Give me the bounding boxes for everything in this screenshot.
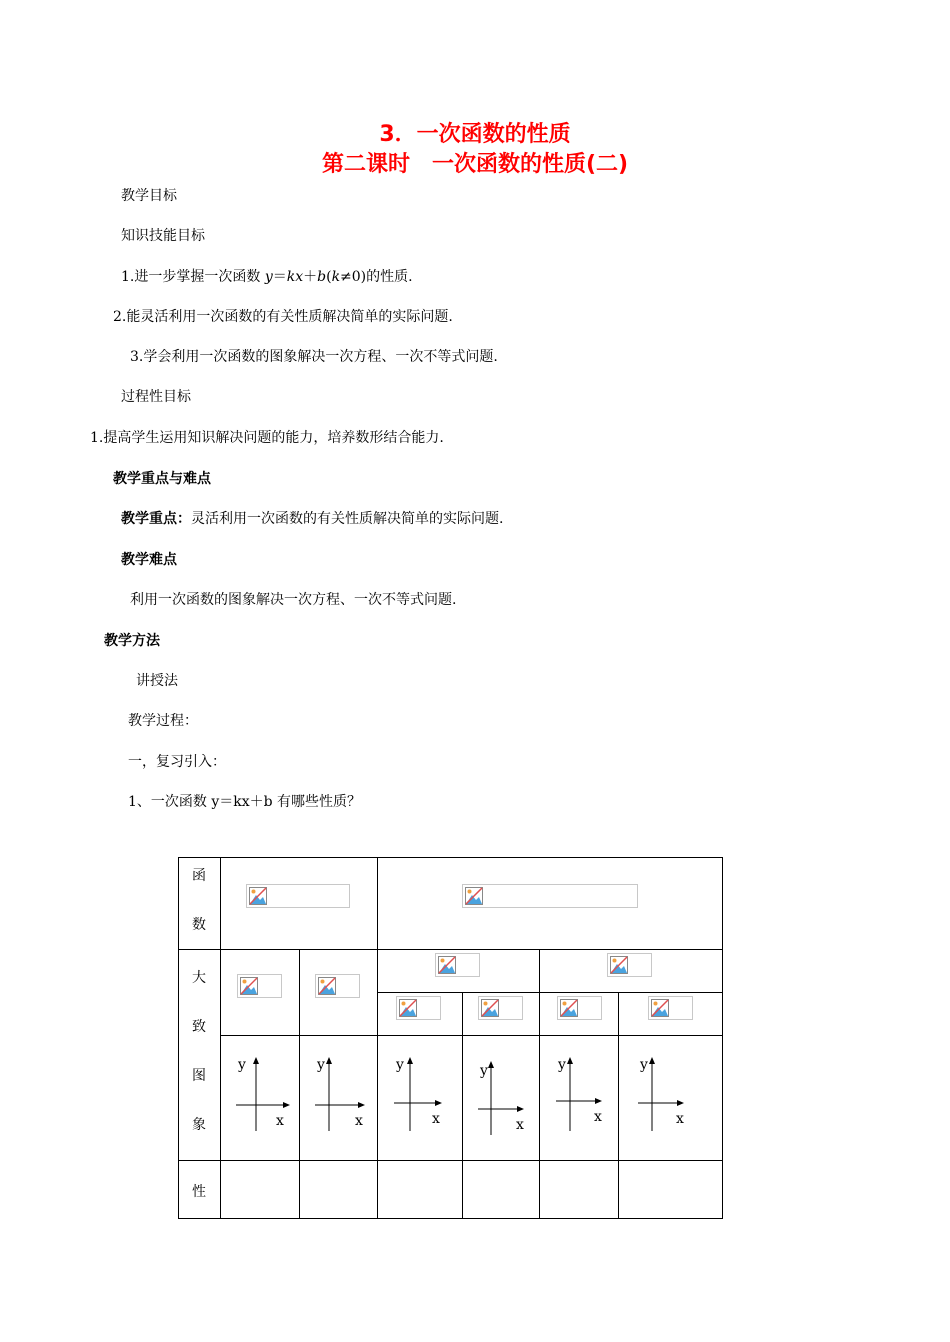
- knowledge-item-3: 3.学会利用一次函数的图象解决一次方程、一次不等式问题.: [130, 349, 498, 365]
- process-item-1: 1.提高学生运用知识解决问题的能力，培养数形结合能力.: [90, 430, 444, 446]
- y-axis-label: y: [317, 1057, 325, 1073]
- y-axis-label: y: [558, 1057, 566, 1073]
- broken-image-icon: [435, 953, 480, 977]
- key-point-text: 灵活利用一次函数的有关性质解决简单的实际问题.: [191, 511, 504, 527]
- y-axis-label: y: [640, 1057, 648, 1073]
- x-axis-label: x: [594, 1109, 602, 1125]
- knowledge-heading: 知识技能目标: [121, 228, 205, 244]
- review-heading: 一，复习引入：: [128, 754, 226, 770]
- row-label-function-2: 数: [192, 917, 206, 933]
- y-axis-label: y: [396, 1057, 404, 1073]
- method-text: 讲授法: [136, 673, 178, 689]
- difficulty-heading: 教学难点: [121, 552, 177, 568]
- axes-sketch-3: [394, 1055, 458, 1133]
- x-axis-label: x: [276, 1113, 284, 1129]
- key-difficulty-heading: 教学重点与难点: [113, 471, 211, 487]
- y-axis-label: y: [238, 1057, 246, 1073]
- row-label-graph-4: 象: [192, 1117, 206, 1133]
- x-axis-label: x: [432, 1111, 440, 1127]
- process-goal-heading: 过程性目标: [121, 389, 191, 405]
- cell-prop-3: [377, 1160, 463, 1219]
- method-heading: 教学方法: [104, 633, 160, 649]
- row-label-graph-3: 图: [192, 1068, 206, 1084]
- title-line-2: 第二课时 一次函数的性质(二): [321, 152, 629, 177]
- knowledge-item-2: 2.能灵活利用一次函数的有关性质解决简单的实际问题.: [113, 309, 453, 325]
- broken-image-icon: [557, 996, 602, 1020]
- key-point-label: 教学重点：: [121, 511, 191, 527]
- title-line-1: 3．一次函数的性质: [379, 122, 571, 147]
- axes-sketch-2: [315, 1055, 379, 1133]
- x-axis-label: x: [676, 1111, 684, 1127]
- axes-sketch-6: [638, 1055, 702, 1133]
- broken-image-icon: [462, 884, 638, 908]
- knowledge-item-1: 1.进一步掌握一次函数 y＝kx＋b(k≠0)的性质.: [121, 269, 413, 285]
- row-label-graph-1: 大: [192, 970, 206, 986]
- process-heading: 教学过程：: [128, 713, 198, 729]
- axes-sketch-1: [236, 1055, 300, 1133]
- broken-image-icon: [237, 974, 282, 998]
- broken-image-icon: [478, 996, 523, 1020]
- question-1: 1、一次函数 y＝kx＋b 有哪些性质？: [128, 794, 362, 810]
- axes-sketch-4: [478, 1057, 542, 1135]
- broken-image-icon: [246, 884, 350, 908]
- row-label-property: 性: [192, 1184, 206, 1200]
- broken-image-icon: [607, 953, 652, 977]
- y-axis-label: y: [480, 1063, 488, 1079]
- key-point: [121, 510, 503, 528]
- difficulty-text: 利用一次函数的图象解决一次方程、一次不等式问题.: [130, 592, 457, 608]
- x-axis-label: x: [355, 1113, 363, 1129]
- cell-prop-2: [299, 1160, 378, 1219]
- broken-image-icon: [396, 996, 441, 1020]
- cell-prop-6: [618, 1160, 723, 1219]
- broken-image-icon: [315, 974, 360, 998]
- cell-prop-5: [539, 1160, 619, 1219]
- objectives-heading: 教学目标: [121, 188, 177, 204]
- row-label-graph-2: 致: [192, 1019, 206, 1035]
- broken-image-icon: [648, 996, 693, 1020]
- axes-sketch-5: [556, 1055, 620, 1133]
- cell-prop-4: [462, 1160, 540, 1219]
- row-label-function-1: 函: [192, 868, 206, 884]
- function-properties-table: [178, 857, 723, 1219]
- cell-prop-1: [220, 1160, 300, 1219]
- x-axis-label: x: [516, 1117, 524, 1133]
